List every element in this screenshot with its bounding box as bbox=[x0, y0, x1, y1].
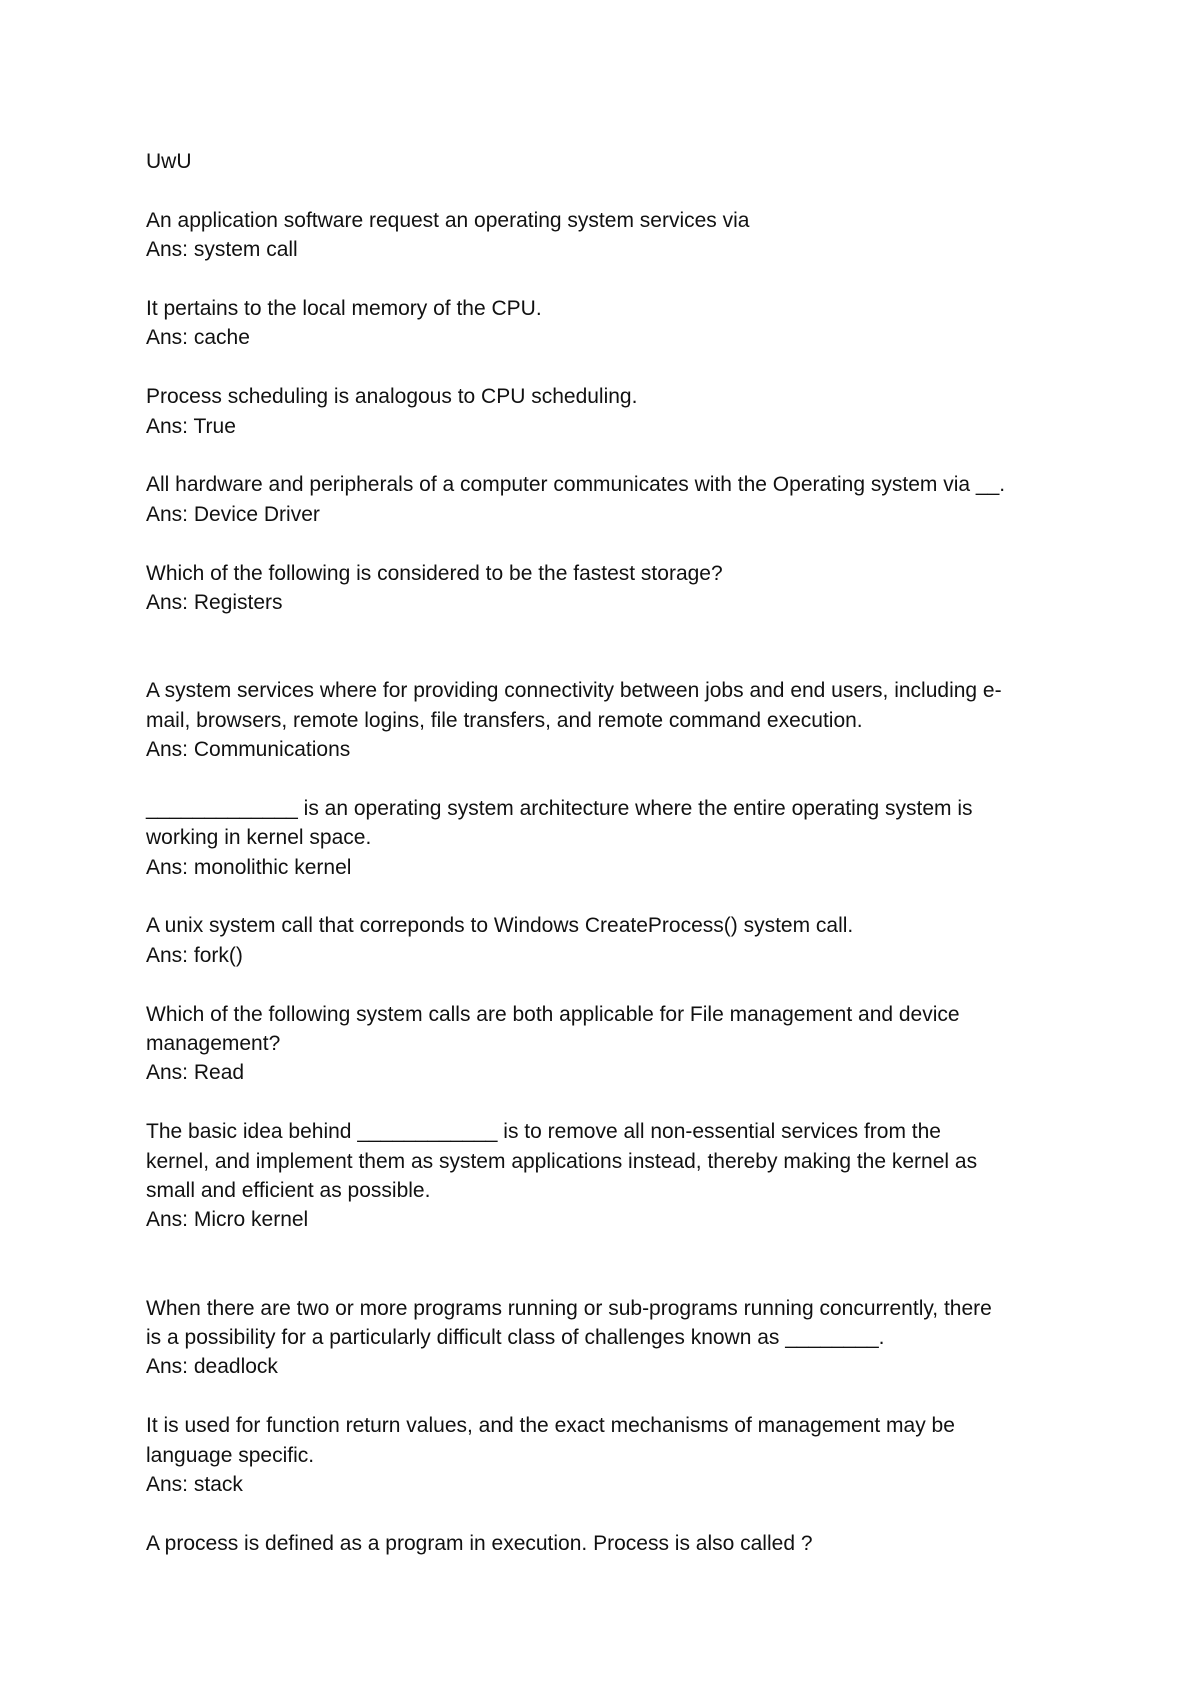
answer-text: Ans: cache bbox=[146, 326, 250, 350]
answer-text: Ans: monolithic kernel bbox=[146, 855, 352, 879]
answer-text: Ans: system call bbox=[146, 238, 298, 262]
question-text: It pertains to the local memory of the CPU. bbox=[146, 297, 542, 320]
spacer bbox=[146, 1500, 1066, 1529]
question-text: A process is defined as a program in execution. Process is also called ? bbox=[146, 1531, 813, 1555]
question-text: An application software request an operating system services via bbox=[146, 208, 750, 232]
spacer bbox=[146, 764, 1066, 793]
qa-item-7 bbox=[146, 794, 1066, 882]
question-text: A system services where for providing connectivity between jobs and end users, including e- bbox=[146, 679, 1002, 703]
qa-item-5 bbox=[146, 559, 1066, 618]
spacer bbox=[146, 1088, 1066, 1117]
spacer bbox=[146, 970, 1066, 999]
answer-text: Ans: Micro kernel bbox=[146, 1208, 309, 1232]
spacer bbox=[146, 176, 1066, 205]
question-text: It is used for function return values, and the exact mechanisms of management may be bbox=[146, 1414, 955, 1438]
question-text: When there are two or more programs running or sub-programs running concurrently, there bbox=[146, 1296, 992, 1320]
spacer bbox=[146, 265, 1066, 294]
qa-item-12 bbox=[146, 1411, 1066, 1499]
qa-item-10 bbox=[146, 1117, 1066, 1235]
spacer bbox=[146, 1235, 1066, 1294]
question-text: working in kernel space. bbox=[146, 826, 372, 850]
answer-text: Ans: Device Driver bbox=[146, 502, 320, 526]
spacer bbox=[146, 353, 1066, 382]
qa-item-11 bbox=[146, 1294, 1066, 1382]
spacer bbox=[146, 1382, 1066, 1411]
question-text: _____________ is an operating system architecture where the entire operating system is bbox=[146, 796, 973, 820]
question-text: language specific. bbox=[146, 1443, 315, 1467]
answer-text: Ans: Read bbox=[146, 1061, 245, 1085]
answer-text: Ans: True bbox=[146, 414, 236, 438]
question-text: kernel, and implement them as system applications instead, thereby making the kernel as bbox=[146, 1149, 978, 1173]
document-title: UwU bbox=[146, 150, 192, 173]
document-body bbox=[146, 147, 1066, 1558]
question-text: management? bbox=[146, 1032, 281, 1056]
spacer bbox=[146, 617, 1066, 676]
answer-text: Ans: deadlock bbox=[146, 1355, 278, 1379]
question-text: The basic idea behind ____________ is to remove all non-essential services from the bbox=[146, 1120, 941, 1144]
question-text: is a possibility for a particularly difficult class of challenges known as ________. bbox=[146, 1326, 885, 1350]
question-text: Which of the following is considered to be the fastest storage? bbox=[146, 561, 723, 585]
qa-item-2 bbox=[146, 294, 1066, 353]
answer-text: Ans: fork() bbox=[146, 943, 243, 967]
qa-item-4 bbox=[146, 470, 1066, 529]
qa-item-3 bbox=[146, 382, 1066, 441]
answer-text: Ans: Communications bbox=[146, 738, 351, 762]
question-text: All hardware and peripherals of a computer communicates with the Operating system via __. bbox=[146, 473, 1006, 497]
question-text: small and efficient as possible. bbox=[146, 1179, 431, 1203]
qa-item-9 bbox=[146, 1000, 1066, 1088]
spacer bbox=[146, 529, 1066, 558]
qa-item-1 bbox=[146, 206, 1066, 265]
spacer bbox=[146, 882, 1066, 911]
question-text: mail, browsers, remote logins, file transfers, and remote command execution. bbox=[146, 708, 863, 732]
question-text: Which of the following system calls are both applicable for File management and device bbox=[146, 1002, 960, 1026]
question-text: A unix system call that correponds to Windows CreateProcess() system call. bbox=[146, 914, 854, 938]
qa-item-13 bbox=[146, 1529, 1066, 1558]
question-text: Process scheduling is analogous to CPU scheduling. bbox=[146, 385, 638, 409]
spacer bbox=[146, 441, 1066, 470]
answer-text: Ans: Registers bbox=[146, 591, 283, 615]
qa-item-6 bbox=[146, 676, 1066, 764]
qa-item-8 bbox=[146, 911, 1066, 970]
answer-text: Ans: stack bbox=[146, 1473, 243, 1497]
